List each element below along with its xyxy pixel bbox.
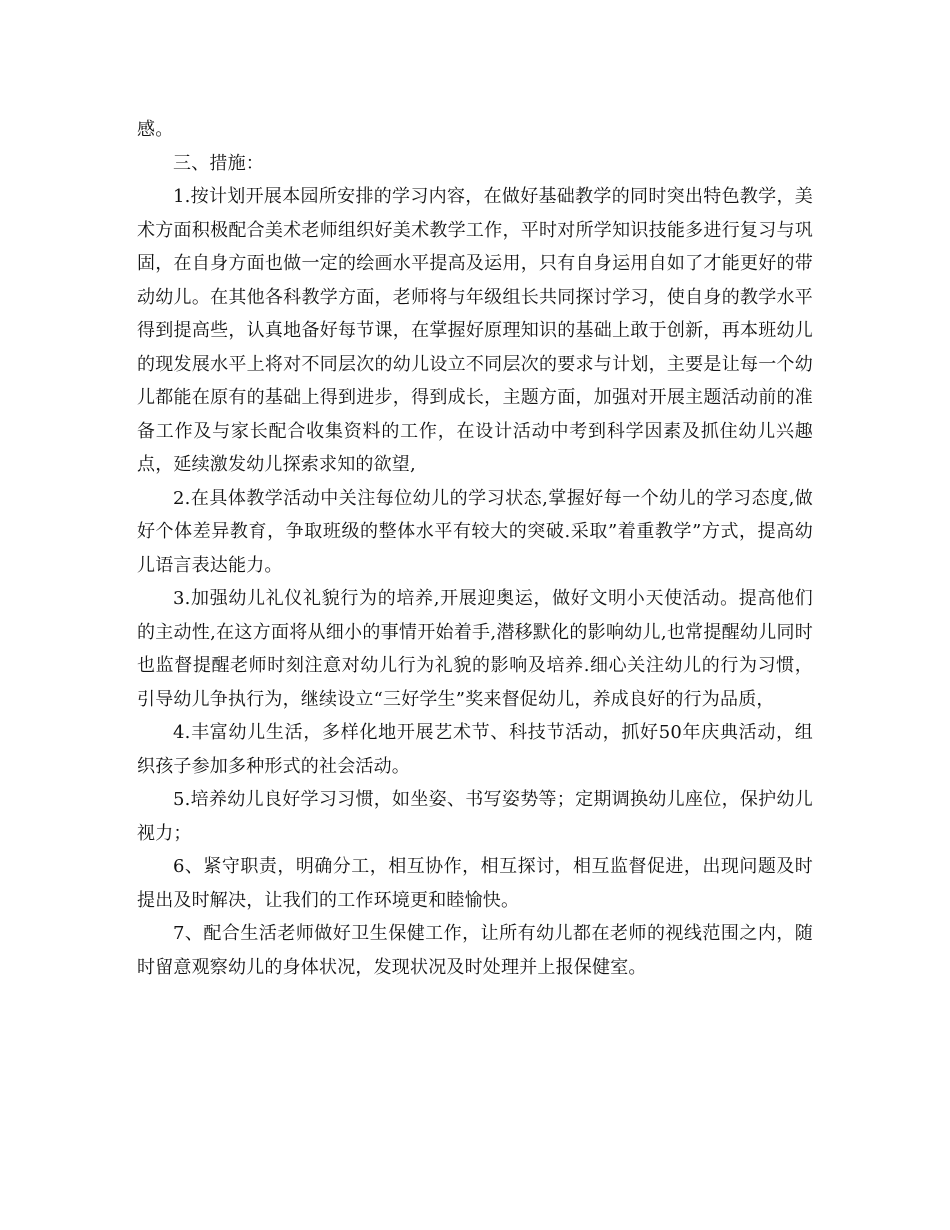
paragraph-item-4: 4.丰富幼儿生活，多样化地开展艺术节、科技节活动，抓好50年庆典活动，组织孩子参加多种形式的社会活动。 [137, 722, 813, 777]
paragraph-item-5: 5.培养幼儿良好学习习惯，如坐姿、书写姿势等；定期调换幼儿座位，保护幼儿视力； [137, 789, 813, 844]
paragraph-item-7: 7、配合生活老师做好卫生保健工作，让所有幼儿都在老师的视线范围之内，随时留意观察幼儿的身体状况，发现状况及时处理并上报保健室。 [137, 923, 813, 978]
paragraph-item-3: 3.加强幼儿礼仪礼貌行为的培养,开展迎奥运，做好文明小天使活动。提高他们的主动性,在这方面将从细小的事情开始着手,潜移默化的影响幼儿,也常提醒幼儿同时也监督提醒老师时刻注意对幼儿行为礼貌的影响及培养.细心关注幼儿的行为习惯，引导幼儿争执行为，继续设立“三好学生”奖来督促幼儿，养成良好的行为品质， [137, 588, 813, 710]
paragraph-continuation: 感。 [137, 119, 174, 140]
section-heading-measures: 三、措施： [173, 152, 264, 174]
document-body [137, 113, 813, 984]
paragraph-item-1: 1.按计划开展本园所安排的学习内容，在做好基础教学的同时突出特色教学，美术方面积极配合美术老师组织好美术教学工作，平时对所学知识技能多进行复习与巩固，在自身方面也做一定的绘画水平提高及运用，只有自身运用自如了才能更好的带动幼儿。在其他各科教学方面，老师将与年级组长共同探讨学习，使自身的教学水平得到提高些，认真地备好每节课，在掌握好原理知识的基础上敢于创新，再本班幼儿的现发展水平上将对不同层次的幼儿设立不同层次的要求与计划，主要是让每一个幼儿都能在原有的基础上得到进步，得到成长，主题方面，加强对开展主题活动前的准备工作及与家长配合收集资料的工作，在设计活动中考到科学因素及抓住幼儿兴趣点，延续激发幼儿探索求知的欲望, [137, 186, 813, 475]
paragraph-item-6: 6、紧守职责，明确分工，相互协作，相互探讨，相互监督促进，出现问题及时提出及时解决，让我们的工作环境更和睦愉快。 [137, 856, 813, 911]
paragraph-item-2: 2.在具体教学活动中关注每位幼儿的学习状态,掌握好每一个幼儿的学习态度,做好个体差异教育，争取班级的整体水平有较大的突破.采取”着重教学”方式，提高幼儿语言表达能力。 [137, 487, 813, 576]
